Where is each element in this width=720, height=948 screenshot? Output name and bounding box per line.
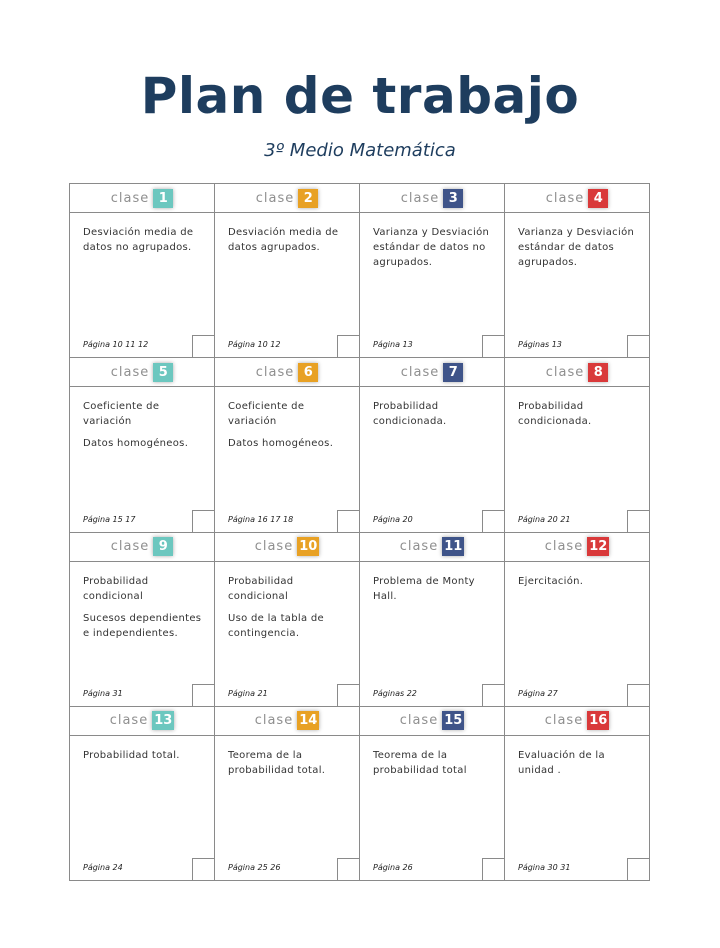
class-header <box>505 707 649 736</box>
class-card <box>505 533 650 707</box>
class-header <box>360 533 504 562</box>
class-header <box>215 358 359 387</box>
class-header <box>70 707 214 736</box>
class-description <box>505 387 649 429</box>
class-header <box>215 707 359 736</box>
class-header <box>70 184 214 213</box>
class-topic: Desviación media de datos agrupados. <box>228 227 339 253</box>
completion-checkbox[interactable] <box>482 510 504 532</box>
class-number-badge: 5 <box>153 363 173 382</box>
class-topic: Evaluación de la unidad . <box>518 749 605 776</box>
class-header <box>505 184 649 213</box>
class-topic: Coeficiente de variación <box>228 401 305 428</box>
page-reference: Página 10 12 <box>228 340 281 350</box>
completion-checkbox[interactable] <box>337 684 359 706</box>
completion-checkbox[interactable] <box>627 335 649 357</box>
class-topic: Varianza y Desviación estándar de datos agrupados. <box>518 227 635 268</box>
completion-checkbox[interactable] <box>337 335 359 357</box>
page-reference: Páginas 13 <box>518 340 562 350</box>
class-label: clase <box>109 713 149 729</box>
class-card <box>360 358 505 532</box>
class-description <box>215 213 359 255</box>
class-card <box>505 184 650 358</box>
class-card <box>70 184 215 358</box>
class-topic: Probabilidad condicionada. <box>518 401 592 428</box>
class-card <box>215 184 360 358</box>
class-card <box>360 184 505 358</box>
class-card <box>215 707 360 881</box>
page-reference: Página 10 11 12 <box>83 340 149 350</box>
class-number-badge: 1 <box>153 189 173 208</box>
class-topic: Problema de Monty Hall. <box>373 575 475 602</box>
completion-checkbox[interactable] <box>192 858 214 880</box>
class-description <box>360 213 504 270</box>
class-topic: Datos homogéneos. <box>83 438 189 450</box>
class-number-badge: 3 <box>443 189 463 208</box>
page-reference: Página 15 17 <box>83 514 136 524</box>
class-topic: Teorema de la probabilidad total <box>373 749 467 776</box>
class-card <box>215 358 360 532</box>
class-topic: Uso de la tabla de contingencia. <box>228 612 324 639</box>
class-number-badge: 7 <box>443 363 463 382</box>
class-label: clase <box>254 713 294 729</box>
page-reference: Página 24 <box>83 863 123 872</box>
completion-checkbox[interactable] <box>337 858 359 880</box>
class-number-badge: 4 <box>588 189 608 208</box>
page-reference: Página 30 31 <box>518 863 571 872</box>
class-description <box>70 736 214 763</box>
class-header <box>70 358 214 387</box>
class-topic: Coeficiente de variación <box>83 401 160 428</box>
class-label: clase <box>110 364 150 380</box>
class-description <box>360 562 504 604</box>
class-header <box>505 533 649 562</box>
class-topic: Probabilidad condicionada. <box>373 401 447 428</box>
page-reference: Página 26 <box>373 863 413 872</box>
class-description <box>505 213 649 270</box>
class-topic: Varianza y Desviación estándar de datos no agrupados. <box>373 227 490 268</box>
class-grid <box>69 183 650 881</box>
class-card <box>70 358 215 532</box>
class-card <box>360 707 505 881</box>
class-card <box>70 707 215 881</box>
class-number-badge: 15 <box>444 713 463 729</box>
class-card <box>70 533 215 707</box>
class-description <box>215 387 359 451</box>
class-label: clase <box>545 190 585 206</box>
completion-checkbox[interactable] <box>627 510 649 532</box>
class-topic: Probabilidad condicional <box>228 575 294 602</box>
class-topic: Desviación media de datos no agrupados. <box>83 227 194 253</box>
completion-checkbox[interactable] <box>627 684 649 706</box>
class-label: clase <box>254 539 294 554</box>
class-number-badge: 13 <box>154 713 173 729</box>
class-label: clase <box>255 364 295 380</box>
page-title: Plan de trabajo <box>140 67 580 125</box>
completion-checkbox[interactable] <box>482 335 504 357</box>
class-description <box>505 562 649 589</box>
class-description <box>215 736 359 778</box>
class-header <box>70 533 214 562</box>
page-reference: Página 13 <box>373 340 413 350</box>
class-label: clase <box>400 190 440 206</box>
class-label: clase <box>110 539 150 554</box>
completion-checkbox[interactable] <box>192 335 214 357</box>
page-reference: Página 31 <box>83 688 123 698</box>
page-reference: Página 27 <box>518 688 558 698</box>
class-header <box>505 358 649 387</box>
class-description <box>70 562 214 641</box>
class-header <box>360 184 504 213</box>
class-description <box>70 387 214 451</box>
class-number-badge: 8 <box>588 363 608 382</box>
class-header <box>215 184 359 213</box>
completion-checkbox[interactable] <box>192 510 214 532</box>
class-card <box>505 358 650 532</box>
class-topic: Probabilidad total. <box>83 749 180 761</box>
class-card <box>215 533 360 707</box>
class-header <box>360 707 504 736</box>
class-label: clase <box>399 539 439 554</box>
class-description <box>360 387 504 429</box>
page-reference: Página 20 <box>373 514 413 524</box>
class-card <box>505 707 650 881</box>
class-label: clase <box>545 364 585 380</box>
class-number-badge: 10 <box>299 539 318 554</box>
completion-checkbox[interactable] <box>337 510 359 532</box>
class-topic: Sucesos dependientes e independientes. <box>83 612 202 639</box>
class-description <box>215 562 359 641</box>
page-reference: Página 21 <box>228 688 268 698</box>
class-card <box>360 533 505 707</box>
class-topic: Probabilidad condicional <box>83 575 149 602</box>
class-label: clase <box>255 190 295 206</box>
class-description <box>70 213 214 255</box>
class-label: clase <box>399 713 439 729</box>
page-reference: Páginas 22 <box>373 688 417 698</box>
completion-checkbox[interactable] <box>192 684 214 706</box>
page-reference: Página 16 17 18 <box>228 514 294 524</box>
class-number-badge: 2 <box>298 189 318 208</box>
class-number-badge: 14 <box>299 713 318 729</box>
class-number-badge: 12 <box>589 539 608 554</box>
class-header <box>360 358 504 387</box>
completion-checkbox[interactable] <box>627 858 649 880</box>
completion-checkbox[interactable] <box>482 684 504 706</box>
completion-checkbox[interactable] <box>482 858 504 880</box>
class-description <box>360 736 504 778</box>
class-number-badge: 9 <box>153 537 173 556</box>
class-number-badge: 16 <box>589 713 608 729</box>
class-number-badge: 6 <box>298 363 318 382</box>
page-reference: Página 25 26 <box>228 863 281 872</box>
page-subtitle: 3º Medio Matemática <box>264 140 456 161</box>
class-topic: Teorema de la probabilidad total. <box>228 749 326 776</box>
class-header <box>215 533 359 562</box>
class-topic: Datos homogéneos. <box>228 438 334 450</box>
class-label: clase <box>544 713 584 729</box>
class-label: clase <box>400 364 440 380</box>
class-label: clase <box>110 190 150 206</box>
class-label: clase <box>544 539 584 554</box>
class-description <box>505 736 649 778</box>
class-topic: Ejercitación. <box>518 575 584 587</box>
page-reference: Página 20 21 <box>518 514 571 524</box>
class-number-badge: 11 <box>444 539 463 554</box>
